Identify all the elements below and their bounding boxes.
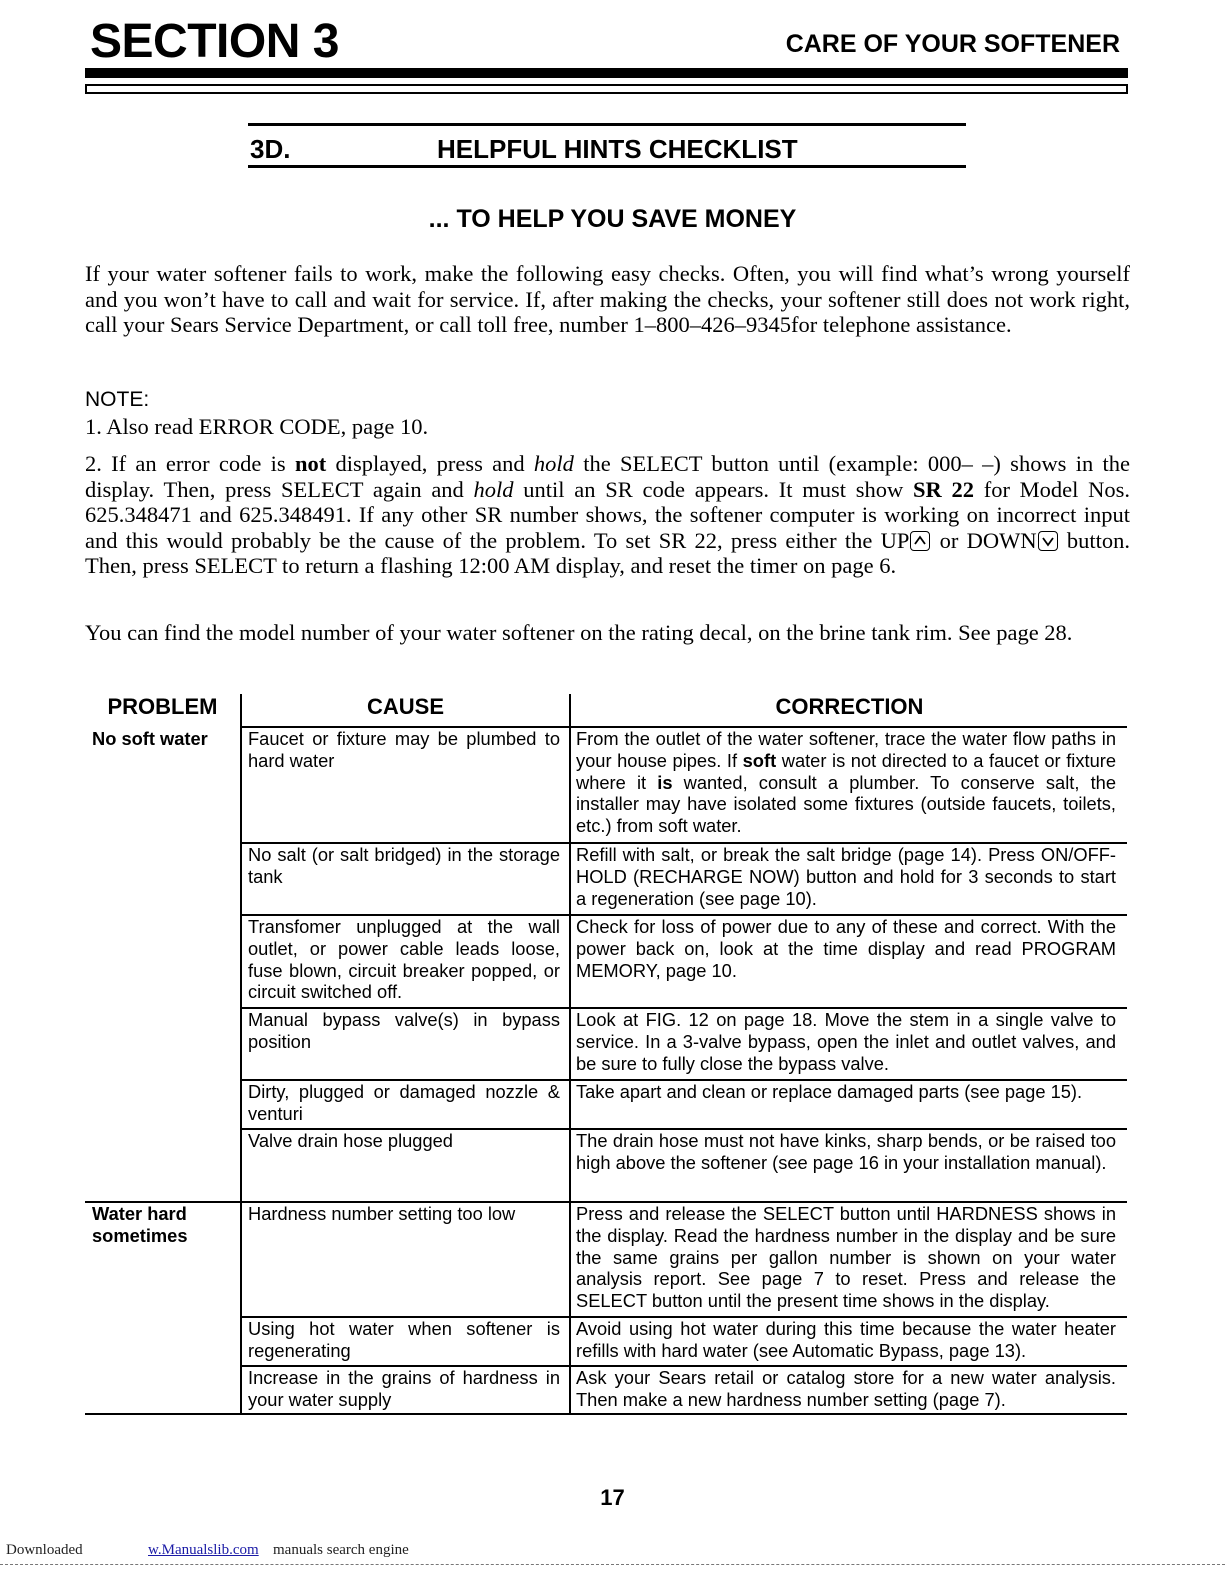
header-rule-outline: [85, 84, 1128, 94]
section-number: SECTION 3: [90, 15, 339, 68]
column-divider-2: [569, 694, 571, 1415]
footer-downloaded-text: Downloaded: [6, 1542, 83, 1558]
heading-rule-bottom: [248, 165, 966, 168]
subsection-code: 3D.: [250, 134, 291, 164]
header-cause: CAUSE: [366, 694, 444, 719]
cause-cell: Faucet or fixture may be plumbed to hard water: [248, 728, 560, 771]
up-arrow-icon: [910, 531, 930, 551]
note-item-2: 2. If an error code is not displayed, press and hold the SELECT button until (example: 000– –) shows in the display. Then, press SELECT again and hold until an SR code appears. It must show SR 22 for Model Nos. 625.348471 and 625.348491. If any other SR number shows, the softener computer is working on incorrect input and this would probably be the cause of the problem. To set SR 22, press either the UP or DOWN button. Then, press SELECT to return a flashing 12:00 AM display, and reset the timer on page 6.: [85, 451, 1131, 578]
cause-cell: Using hot water when softener is regenerating: [248, 1318, 560, 1361]
correction-cell: Refill with salt, or break the salt bridge (page 14). Press ON/OFF-HOLD (RECHARGE NOW) button and hold for 3 seconds to start a regeneration (see page 10).: [576, 844, 1116, 909]
correction-cell: Press and release the SELECT button until HARDNESS shows in the display. Read the hardness number in the display and be sure the same grains per gallon number is shown on your water analysis report. See page 7 to reset. Press and release the SELECT button until the present time shows in the display.: [576, 1203, 1116, 1312]
problem-cell: Water hard sometimes: [92, 1203, 188, 1246]
down-arrow-icon: [1038, 531, 1058, 551]
section-title: CARE OF YOUR SOFTENER: [785, 30, 1120, 58]
correction-cell: The drain hose must not have kinks, sharp bends, or be raised too high above the softener (see page 16 in your installation manual).: [576, 1130, 1116, 1173]
cause-cell: Transfomer unplugged at the wall outlet, or power cable leads loose, fuse blown, circuit breaker popped, or circuit switched off.: [248, 916, 560, 1003]
header-problem: PROBLEM: [107, 694, 218, 719]
correction-cell: Ask your Sears retail or catalog store for a new water analysis. Then make a new hardness number setting (page 7).: [576, 1367, 1116, 1410]
correction-cell: Look at FIG. 12 on page 18. Move the stem in a single valve to service. In a 3-valve bypass, open the inlet and outlet valves, and be sure to fully close the bypass valve.: [576, 1009, 1116, 1074]
note-label: NOTE:: [85, 388, 150, 411]
correction-cell: From the outlet of the water softener, trace the water flow paths in your house pipes. If soft water is not directed to a faucet or fixture where it is wanted, consult a plumber. To conserve salt, the installer may have isolated some fixtures (outside faucets, toilets, etc.) from soft water.: [576, 728, 1116, 837]
intro-paragraph: If your water softener fails to work, make the following easy checks. Often, you will find what’s wrong yourself and you won’t have to call and wait for service. If, after making the checks, your softener still does not work right, call your Sears Service Department, or call toll free, number 1–800–426–9345for telephone assistance.: [85, 261, 1130, 337]
cause-cell: Dirty, plugged or damaged nozzle & venturi: [248, 1081, 560, 1124]
correction-cell: Check for loss of power due to any of these and correct. With the power back on, look at the time display and read PROGRAM MEMORY, page 10.: [576, 916, 1116, 981]
cause-cell: Increase in the grains of hardness in your water supply: [248, 1367, 560, 1410]
note-item-1: 1. Also read ERROR CODE, page 10.: [85, 414, 429, 439]
problem-cell: No soft water: [92, 728, 208, 749]
footer-dashed-rule: [0, 1564, 1225, 1565]
subsection-title: HELPFUL HINTS CHECKLIST: [437, 134, 798, 164]
footer-tagline: manuals search engine: [273, 1542, 409, 1558]
download-footer: [0, 1540, 1225, 1570]
footer-site-link[interactable]: w.Manualslib.com: [148, 1542, 259, 1558]
correction-cell: Take apart and clean or replace damaged parts (see page 15).: [576, 1081, 1083, 1102]
cause-cell: Hardness number setting too low: [248, 1203, 516, 1224]
column-divider-1: [240, 694, 242, 1415]
cause-cell: Manual bypass valve(s) in bypass position: [248, 1009, 560, 1052]
heading-rule-top: [248, 123, 966, 126]
subtitle: ... TO HELP YOU SAVE MONEY: [428, 205, 797, 233]
table-bottom-rule: [85, 1413, 1127, 1415]
page-number: 17: [600, 1485, 625, 1510]
cause-cell: Valve drain hose plugged: [248, 1130, 453, 1151]
header-rule-thick: [85, 68, 1128, 78]
header-correction: CORRECTION: [775, 694, 924, 719]
correction-cell: Avoid using hot water during this time because the water heater refills with hard water (see Automatic Bypass, page 13).: [576, 1318, 1116, 1361]
model-number-note: You can find the model number of your water softener on the rating decal, on the brine tank rim. See page 28.: [85, 620, 1073, 645]
cause-cell: No salt (or salt bridged) in the storage tank: [248, 844, 560, 887]
